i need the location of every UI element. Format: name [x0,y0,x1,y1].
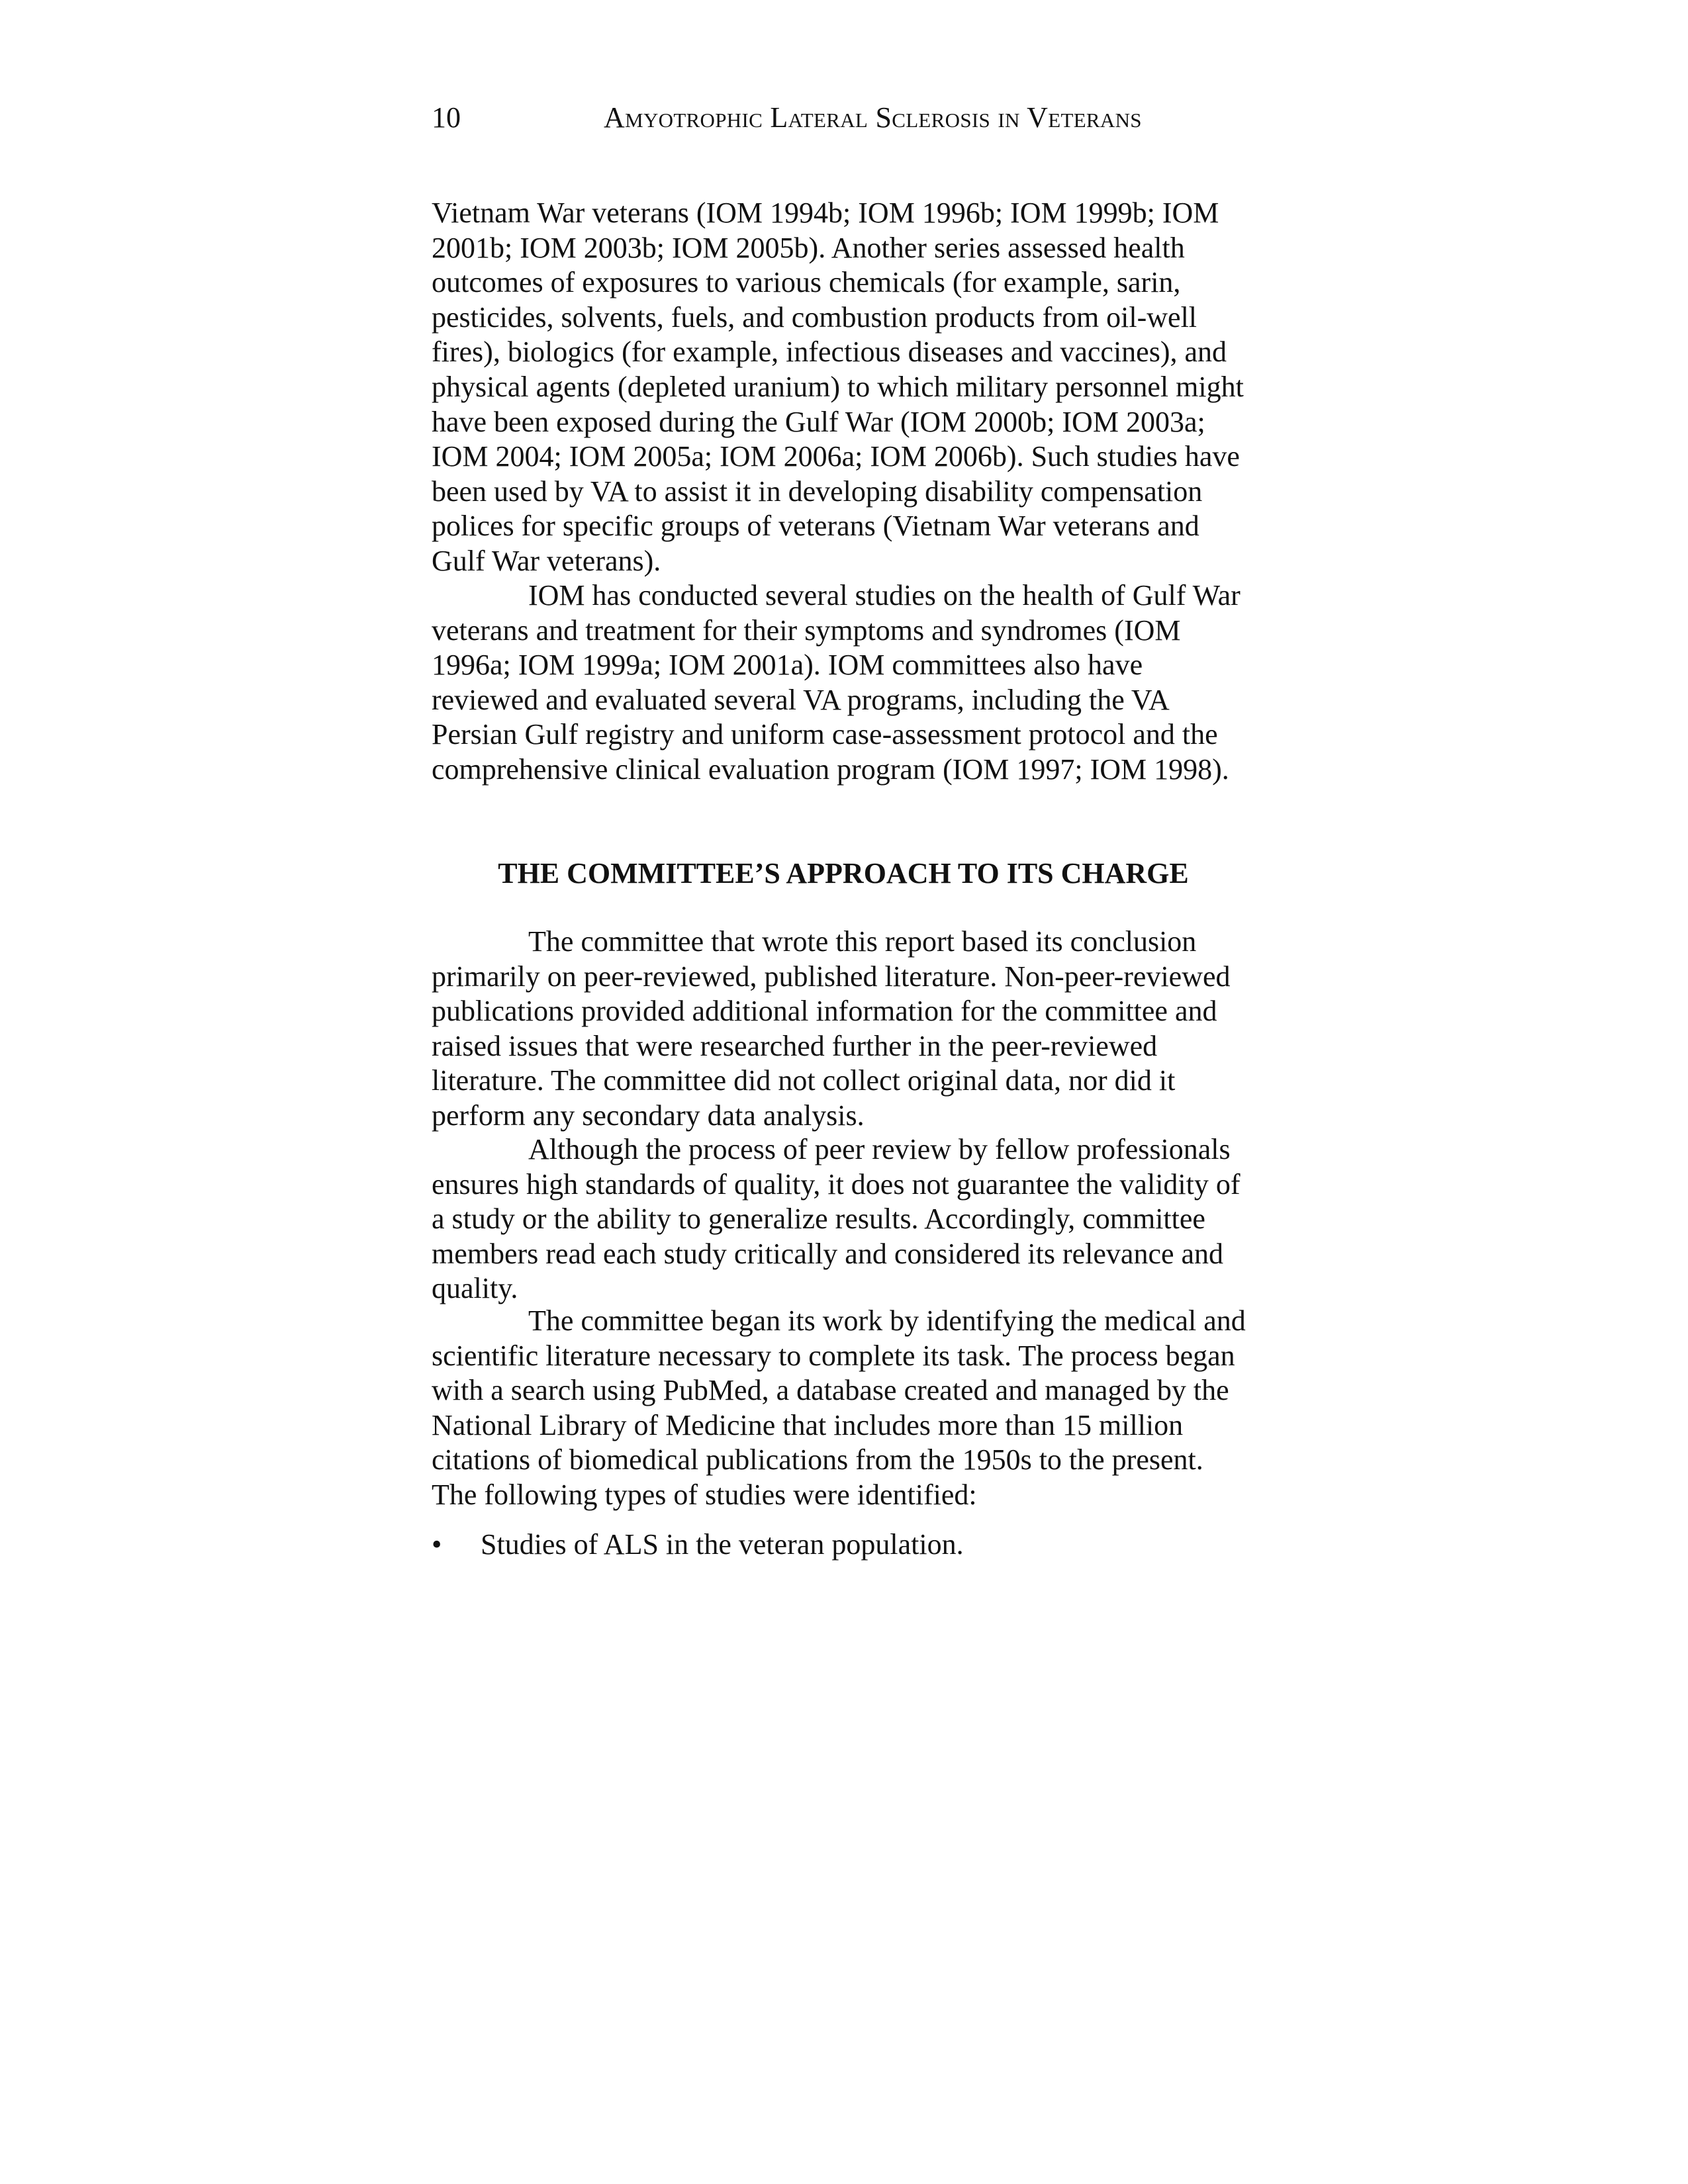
paragraph-continuation: Vietnam War veterans (IOM 1994b; IOM 1996b; IOM 1999b; IOM 2001b; IOM 2003b; IOM 2005b). Another series assessed health outcomes of exposures to various chemicals (for example, sarin, pesticides, solvents, fuels, and combustion products from oil-well fires), biologics (for example, infectious diseases and vaccines), and physical agents (depleted uranium) to which military personnel might have been exposed during the Gulf War (IOM 2000b; IOM 2003a; IOM 2004; IOM 2005a; IOM 2006a; IOM 2006b). Such studies have been used by VA to assist it in developing disability compensation polices for specific groups of veterans (Vietnam War veterans and Gulf War veterans). [432,197,1244,577]
list-item-text: Studies of ALS in the veteran population. [481,1528,964,1561]
running-head-title: Amyotrophic Lateral Sclerosis in Veterans [604,101,1142,134]
paragraph-peer-review: Although the process of peer review by fellow professionals ensures high standards of quality, it does not guarantee the validity of a study or the ability to generalize results. Accordingly, committee members read each study critically and considered its relevance and quality. [432,1133,1241,1305]
paragraph-iom-gulf-studies: IOM has conducted several studies on the health of Gulf War veterans and treatment for their symptoms and syndromes (IOM 1996a; IOM 1999a; IOM 2001a). IOM committees also have reviewed and evaluated several VA programs, including the VA Persian Gulf registry and uniform case-assessment protocol and the comprehensive clinical evaluation program (IOM 1997; IOM 1998). [432,579,1241,786]
paragraph-committee-basis: The committee that wrote this report based its conclusion primarily on peer-reviewed, published literature. Non-peer-reviewed publications provided additional information for the committee and raised issues that were researched further in the peer-reviewed literature. The committee did not collect original data, nor did it perform any secondary data analysis. [432,925,1231,1132]
bullet-icon: • [432,1528,442,1561]
list-item [432,1527,1255,1563]
section-heading: THE COMMITTEE’S APPROACH TO ITS CHARGE [498,857,1189,889]
page-number: 10 [432,101,461,134]
study-types-list [432,1527,1255,1563]
paragraph-literature-search: The committee began its work by identifying the medical and scientific literature necessary to complete its task. The process began with a search using PubMed, a database created and managed by the National Library of Medicine that includes more than 15 million citations of biomedical publications from the 1950s to the present. The following types of studies were identified: [432,1304,1246,1511]
